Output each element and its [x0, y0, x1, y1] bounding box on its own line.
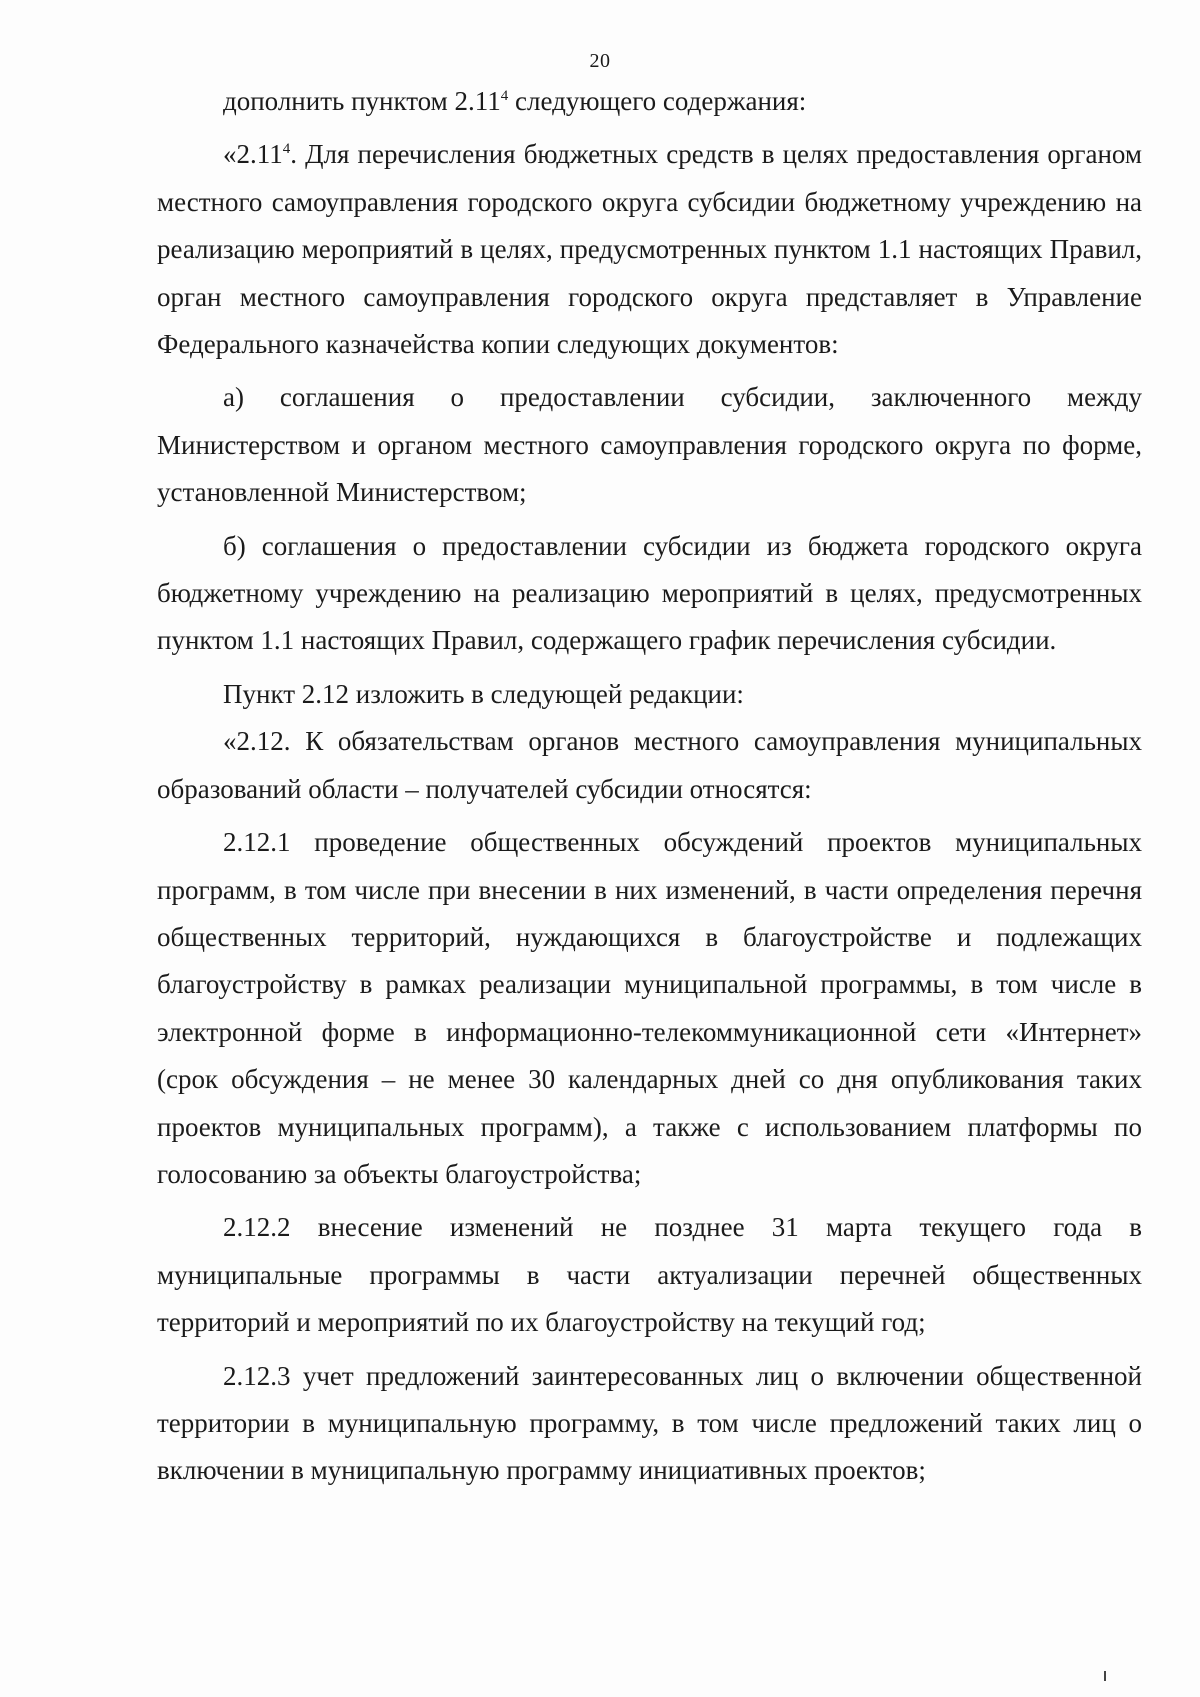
paragraph-item-a: а) соглашения о предоставлении субсидии, заключенного между Министерством и органом местного самоуправления городского округа по форме, установленной Министерством; [157, 382, 1142, 508]
paragraph-amend-2-12: Пункт 2.12 изложить в следующей редакции: [223, 678, 744, 709]
paragraph-item-b: б) соглашения о предоставлении субсидии из бюджета городского округа бюджетному учреждению на реализацию мероприятий в целях, предусмотренных пунктом 1.1 настоящих Правил, содержащего график перечисления субсидии. [157, 530, 1142, 656]
scan-edge-mark [1104, 1671, 1106, 1681]
paragraph-text: следующего содержания: [508, 86, 807, 116]
paragraph-text: «2.11 [223, 139, 283, 170]
paragraph-2-12-1: 2.12.1 проведение общественных обсуждений проектов муниципальных программ, в том числе при внесении в них изменений, в части определения перечня общественных территорий, нуждающихся в благоустройстве и подлежащих благоустройству в рамках реализации муниципальной программы, в том числе в электронной форме в информационно-телекоммуникационной сети «Интернет» (срок обсуждения – не менее 30 календарных дней со дня опубликования таких проектов муниципальных программ), а также с использованием платформы по голосованию за объекты благоустройства; [157, 827, 1142, 1189]
paragraph-2-12-2: 2.12.2 внесение изменений не позднее 31 марта текущего года в муниципальные программы в части актуализации перечней общественных территорий и мероприятий по их благоустройству на текущий год; [157, 1212, 1142, 1338]
superscript: 4 [500, 88, 509, 104]
superscript: 4 [282, 141, 291, 158]
paragraph-text: . Для перечисления бюджетных средств в целях предоставления органом местного самоуправления городского округа субсидии бюджетному учреждению на реализацию мероприятий в целях, предусмотренных пунктом 1.1 настоящих Правил, орган местного самоуправления городского округа представляет в Управление Федерального казначейства копии следующих документов: [157, 139, 1142, 360]
paragraph-2-12-3: 2.12.3 учет предложений заинтересованных лиц о включении общественной территории в муниципальную программу, в том числе предложений таких лиц о включении в муниципальную программу инициативных проектов; [157, 1360, 1142, 1486]
paragraph-amend-intro [157, 78, 1142, 125]
paragraph-text: дополнить пунктом 2.11 [223, 86, 501, 116]
paragraph-2-12: «2.12. К обязательствам органов местного самоуправления муниципальных образований области – получателей субсидии относятся: [157, 726, 1142, 804]
page-number: 20 [589, 50, 611, 72]
document-body [157, 78, 1142, 1495]
paragraph-2-11-4 [157, 131, 1142, 368]
